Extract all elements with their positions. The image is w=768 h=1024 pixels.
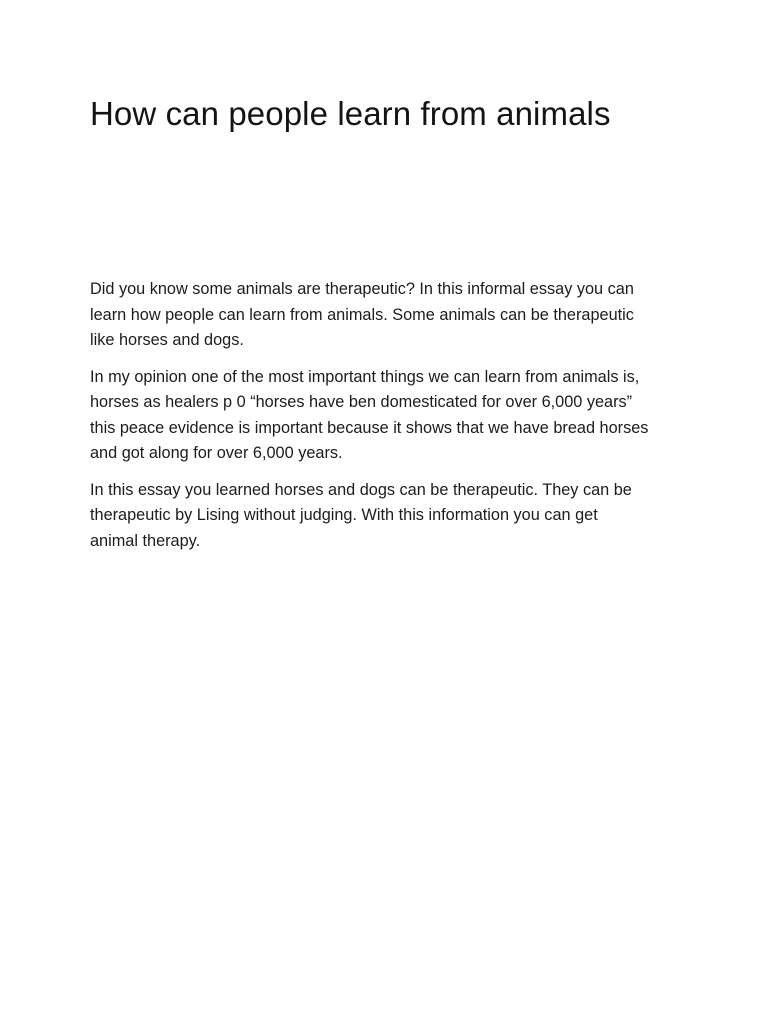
text-line: Did you know some animals are therapeutic? In this informal essay you can <box>90 280 634 298</box>
text-line: this peace evidence is important because it shows that we have bread horses <box>90 418 649 437</box>
text-line: In this essay you learned horses and dogs can be therapeutic. They can be <box>90 480 632 499</box>
text-line: horses as healers p 0 “horses have ben domesticated for over 6,000 years” <box>90 393 633 411</box>
document-body <box>90 277 680 565</box>
document-title: How can people learn from animals <box>90 95 611 132</box>
text-line: In my opinion one of the most important things we can learn from animals is, <box>90 367 640 386</box>
text-line: and got along for over 6,000 years. <box>90 444 343 462</box>
text-line: animal therapy. <box>90 531 201 550</box>
text-line: like horses and dogs. <box>90 331 244 349</box>
paragraph-conclusion <box>90 478 680 555</box>
paragraph-body <box>90 365 680 467</box>
text-line: learn how people can learn from animals. Some animals can be therapeutic <box>90 305 634 324</box>
paragraph-intro <box>90 277 680 354</box>
text-line: therapeutic by Lising without judging. With this information you can get <box>90 506 598 524</box>
